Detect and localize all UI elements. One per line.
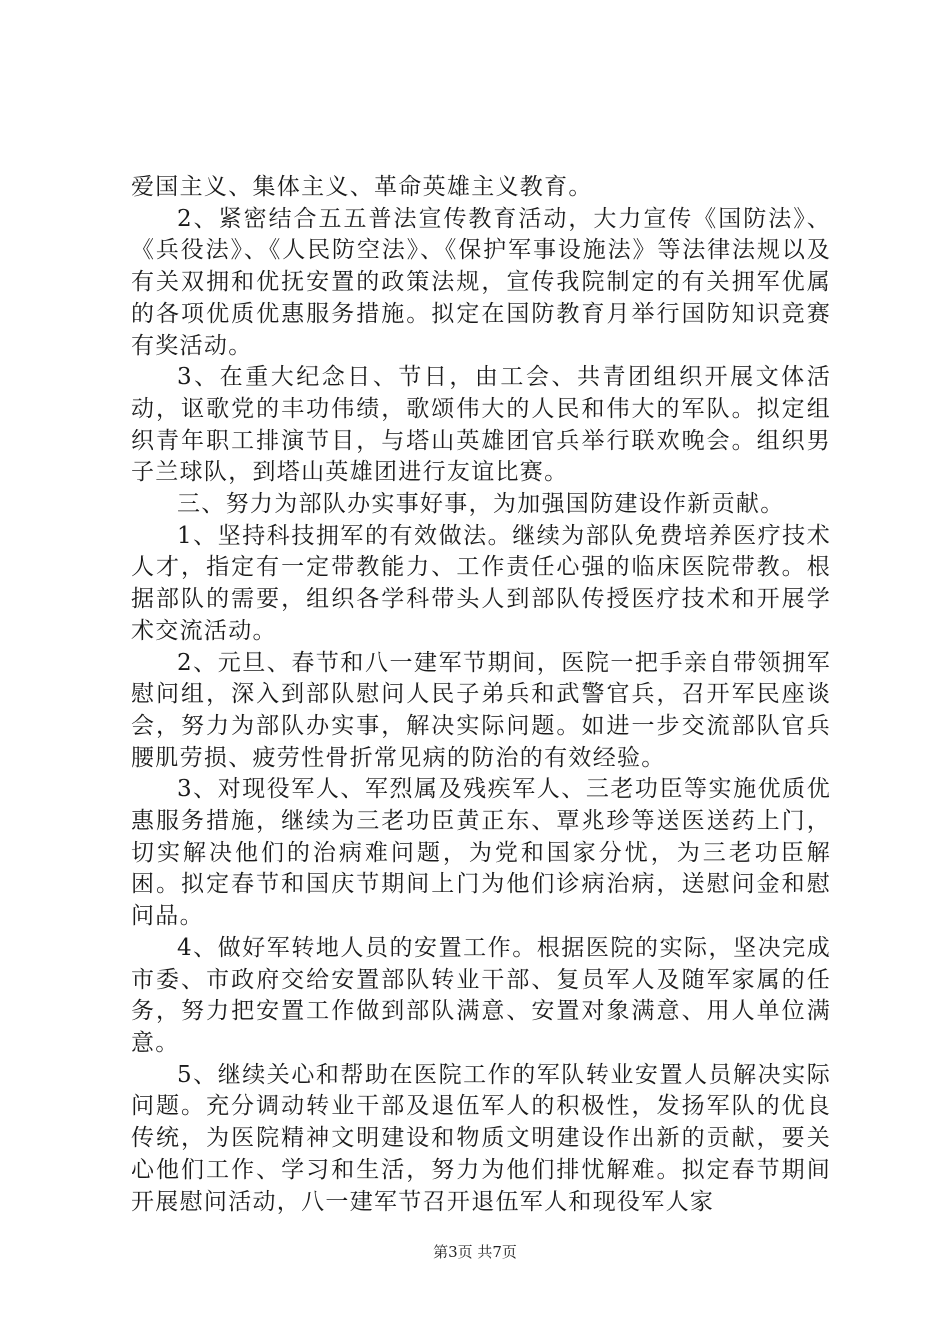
page-number-footer: 第3页 共7页 [433, 1243, 517, 1261]
paragraph: 3、对现役军人、军烈属及残疾军人、三老功臣等实施优质优惠服务措施，继续为三老功臣黄正东、覃兆珍等送医送药上门，切实解决他们的治病难问题，为党和国家分忧，为三老功臣解困。拟定春节和国庆节期间上门为他们诊病治病，送慰问金和慰问品。 [131, 776, 831, 930]
paragraph: 2、元旦、春节和八一建军节期间，医院一把手亲自带领拥军慰问组，深入到部队慰问人民子弟兵和武警官兵，召开军民座谈会，努力为部队办实事，解决实际问题。如进一步交流部队官兵腰肌劳损、疲劳性骨折常见病的防治的有效经验。 [131, 649, 831, 771]
document-body [131, 172, 831, 1218]
paragraph: 3、在重大纪念日、节日，由工会、共青团组织开展文体活动，讴歌党的丰功伟绩，歌颂伟大的人民和伟大的军队。拟定组织青年职工排演节目，与塔山英雄团官兵举行联欢晚会。组织男子兰球队，到塔山英雄团进行友谊比赛。 [131, 364, 831, 486]
paragraph: 5、继续关心和帮助在医院工作的军队转业安置人员解决实际问题。充分调动转业干部及退伍军人的积极性，发扬军队的优良传统，为医院精神文明建设和物质文明建设作出新的贡献，要关心他们工作、学习和生活，努力为他们排忧解难。拟定春节期间开展慰问活动，八一建军节召开退伍军人和现役军人家 [131, 1061, 831, 1215]
paragraph: 1、坚持科技拥军的有效做法。继续为部队免费培养医疗技术人才，指定有一定带教能力、工作责任心强的临床医院带教。根据部队的需要，组织各学科带头人到部队传授医疗技术和开展学术交流活动。 [131, 522, 831, 644]
section-heading: 三、努力为部队办实事好事，为加强国防建设作新贡献。 [177, 491, 785, 518]
paragraph: 2、紧密结合五五普法宣传教育活动，大力宣传《国防法》、《兵役法》、《人民防空法》、《保护军事设施法》等法律法规以及有关双拥和优抚安置的政策法规，宣传我院制定的有关拥军优属的各项优质优惠服务措施。拟定在国防教育月举行国防知识竞赛有奖活动。 [131, 205, 831, 359]
paragraph: 4、做好军转地人员的安置工作。根据医院的实际，坚决完成市委、市政府交给安置部队转业干部、复员军人及随军家属的任务，努力把安置工作做到部队满意、安置对象满意、用人单位满意。 [131, 934, 831, 1056]
paragraph: 爱国主义、集体主义、革命英雄主义教育。 [131, 174, 593, 200]
